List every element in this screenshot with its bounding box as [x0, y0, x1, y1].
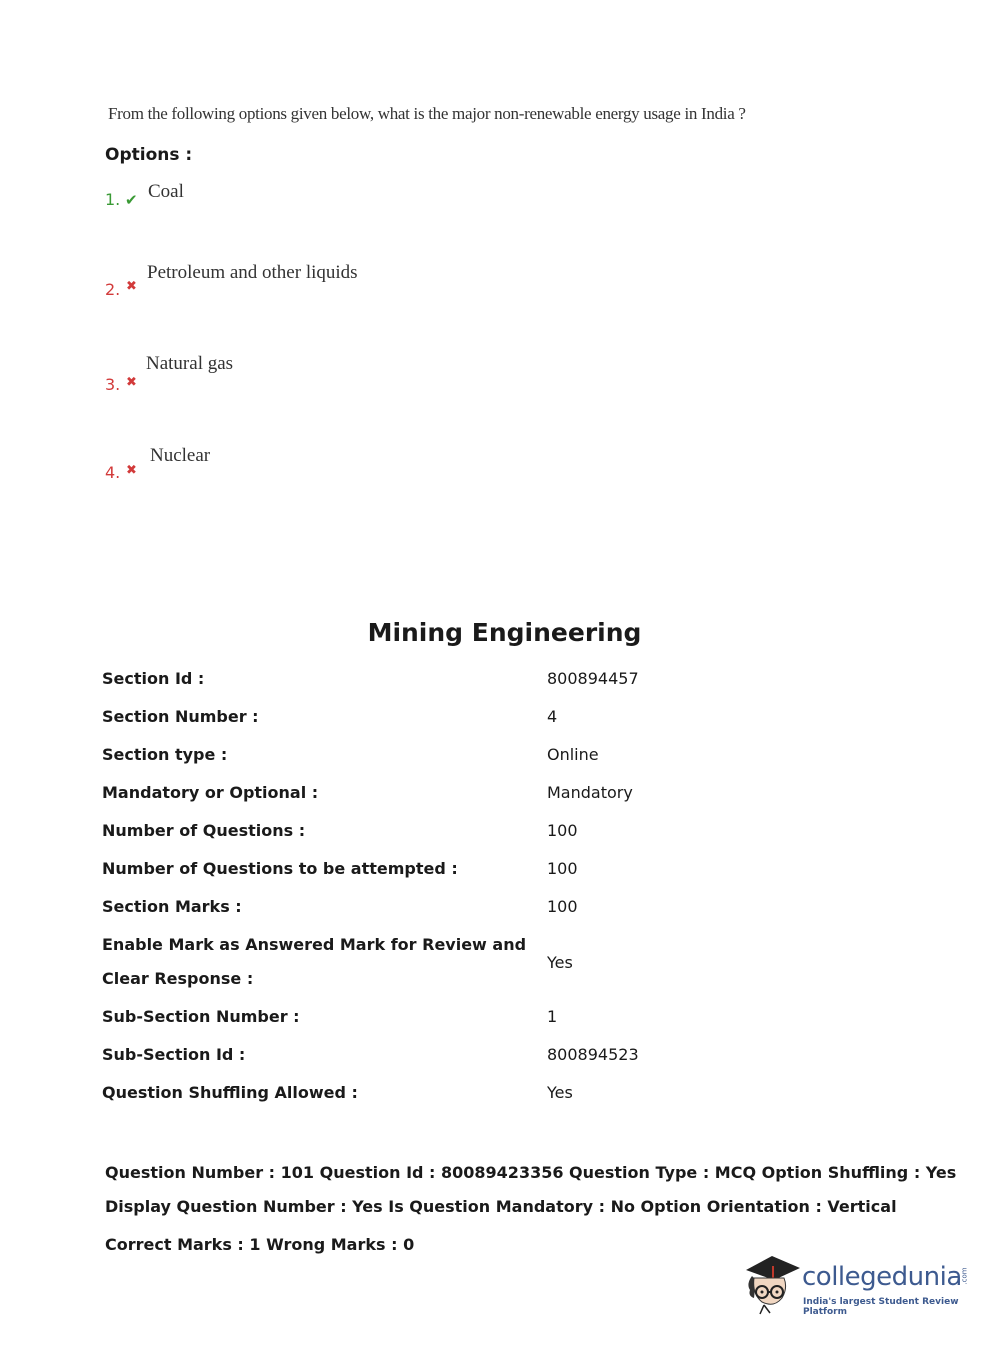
- section-number-label: Section Number :: [102, 707, 259, 726]
- subsection-id-value: 800894523: [547, 1045, 639, 1064]
- section-title: Mining Engineering: [367, 618, 642, 647]
- option-1: [105, 190, 120, 209]
- section-marks-value: 100: [547, 897, 578, 916]
- num-attempt-value: 100: [547, 859, 578, 878]
- mandatory-value: Mandatory: [547, 783, 633, 802]
- brand-name: collegedunia: [802, 1262, 962, 1292]
- enable-mark-label-line2: Clear Response :: [102, 969, 254, 988]
- brand-suffix: .com: [960, 1267, 969, 1285]
- option-3: [105, 375, 120, 394]
- subsection-number-label: Sub-Section Number :: [102, 1007, 300, 1026]
- section-number-value: 4: [547, 707, 558, 726]
- cross-icon: ✖: [126, 279, 137, 294]
- check-icon: ✔: [125, 191, 138, 209]
- option-text: Natural gas: [146, 353, 234, 374]
- brand-tagline: India's largest Student Review Platform: [803, 1297, 959, 1317]
- num-questions-value: 100: [547, 821, 578, 840]
- cross-icon: ✖: [126, 463, 137, 478]
- num-attempt-label: Number of Questions to be attempted :: [102, 859, 458, 878]
- subsection-id-label: Sub-Section Id :: [102, 1045, 246, 1064]
- option-text: Petroleum and other liquids: [147, 262, 358, 283]
- shuffling-label: Question Shuffling Allowed :: [102, 1083, 358, 1102]
- enable-mark-value: Yes: [547, 953, 573, 972]
- question-meta-line3: Correct Marks : 1 Wrong Marks : 0: [105, 1235, 415, 1254]
- enable-mark-label-line1: Enable Mark as Answered Mark for Review and: [102, 935, 527, 954]
- section-id-value: 800894457: [547, 669, 639, 688]
- cross-icon: ✖: [126, 375, 137, 390]
- question-meta-line2: Display Question Number : Yes Is Question Mandatory : No Option Orientation : Vertical: [105, 1197, 897, 1216]
- option-2: [105, 280, 120, 299]
- option-number: 2.: [105, 280, 121, 299]
- section-id-label: Section Id :: [102, 669, 205, 688]
- section-type-value: Online: [547, 745, 599, 764]
- subsection-number-value: 1: [547, 1007, 558, 1026]
- option-4: [105, 463, 120, 482]
- mandatory-label: Mandatory or Optional :: [102, 783, 319, 802]
- option-text: Coal: [148, 181, 184, 202]
- option-number: 1.: [105, 190, 121, 209]
- question-text: From the following options given below, what is the major non-renewable energy usage in India ?: [108, 104, 746, 123]
- option-text: Nuclear: [150, 445, 211, 466]
- option-number: 4.: [105, 463, 121, 482]
- mascot-logo-icon: [742, 1250, 802, 1318]
- question-meta-line1: Question Number : 101 Question Id : 80089423356 Question Type : MCQ Option Shuffling : Yes: [105, 1163, 957, 1182]
- section-marks-label: Section Marks :: [102, 897, 242, 916]
- shuffling-value: Yes: [547, 1083, 573, 1102]
- option-number: 3.: [105, 375, 121, 394]
- options-label: Options :: [105, 145, 193, 165]
- num-questions-label: Number of Questions :: [102, 821, 306, 840]
- section-type-label: Section type :: [102, 745, 228, 764]
